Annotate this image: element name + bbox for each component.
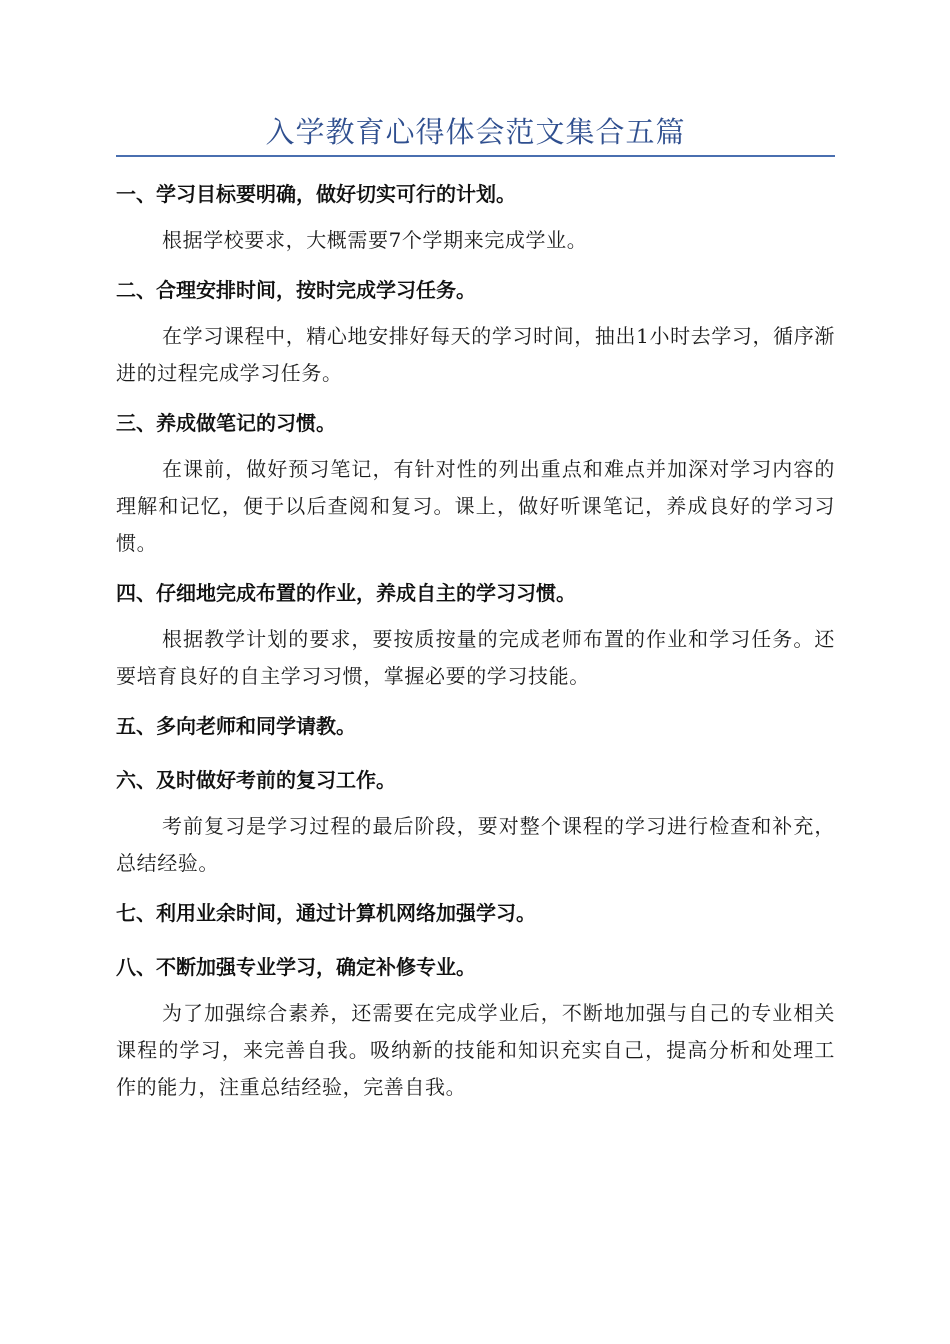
section-heading-3: 三、养成做笔记的习惯。	[116, 411, 336, 435]
section-heading-2: 二、合理安排时间，按时完成学习任务。	[116, 278, 476, 302]
section-heading-4: 四、仔细地完成布置的作业，养成自主的学习习惯。	[116, 581, 576, 605]
title-underline	[116, 155, 835, 157]
section-body-6: 考前复习是学习过程的最后阶段，要对整个课程的学习进行检查和补充，总结经验。	[116, 814, 835, 875]
document-body	[116, 172, 835, 1115]
section-body-1: 根据学校要求，大概需要7个学期来完成学业。	[162, 228, 588, 252]
section-heading-7: 七、利用业余时间，通过计算机网络加强学习。	[116, 901, 536, 925]
section-heading-6: 六、及时做好考前的复习工作。	[116, 768, 396, 792]
document-title: 入学教育心得体会范文集合五篇	[265, 115, 686, 149]
section-body-2: 在学习课程中，精心地安排好每天的学习时间，抽出1小时去学习，循序渐进的过程完成学习任务。	[116, 324, 835, 385]
section-heading-5: 五、多向老师和同学请教。	[116, 714, 356, 738]
section-body-8: 为了加强综合素养，还需要在完成学业后，不断地加强与自己的专业相关课程的学习，来完善自我。吸纳新的技能和知识充实自己，提高分析和处理工作的能力，注重总结经验，完善自我。	[116, 1001, 835, 1099]
section-body-4: 根据教学计划的要求，要按质按量的完成老师布置的作业和学习任务。还要培育良好的自主学习习惯，掌握必要的学习技能。	[116, 627, 835, 688]
section-heading-8: 八、不断加强专业学习，确定补修专业。	[116, 955, 476, 979]
section-heading-1: 一、学习目标要明确，做好切实可行的计划。	[116, 182, 516, 206]
section-body-3: 在课前，做好预习笔记，有针对性的列出重点和难点并加深对学习内容的理解和记忆，便于以后查阅和复习。课上，做好听课笔记，养成良好的学习习惯。	[116, 457, 835, 555]
